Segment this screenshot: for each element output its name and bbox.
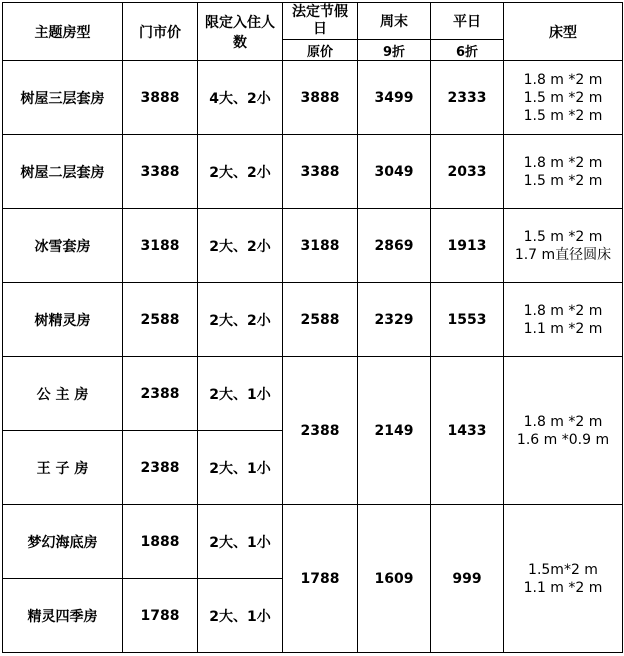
bed-size: 1.6 m *0.9 m <box>516 431 610 448</box>
door-price: 1788 <box>123 579 198 653</box>
room-price-table <box>2 2 623 653</box>
header-theme-room: 主题房型 <box>3 3 123 61</box>
occupancy: 2大、1小 <box>198 357 283 431</box>
weekend-price: 3499 <box>358 61 431 135</box>
room-name: 梦幻海底房 <box>3 505 123 579</box>
room-name: 王 子 房 <box>3 431 123 505</box>
door-price: 3388 <box>123 135 198 209</box>
holiday-price: 1788 <box>283 505 358 653</box>
weekend-price: 2329 <box>358 283 431 357</box>
table-row <box>3 505 623 579</box>
weekday-price: 1553 <box>431 283 504 357</box>
occupancy: 2大、1小 <box>198 579 283 653</box>
bed-type <box>504 61 623 135</box>
table-row <box>3 283 623 357</box>
holiday-price: 3388 <box>283 135 358 209</box>
header-holiday: 法定节假日 <box>283 3 358 40</box>
header-weekend: 周末 <box>358 3 431 40</box>
weekend-price: 2869 <box>358 209 431 283</box>
bed-size: 1.7 m直径圆床 <box>514 246 612 263</box>
weekend-price: 1609 <box>358 505 431 653</box>
holiday-price: 2388 <box>283 357 358 505</box>
header-weekday-sub: 6折 <box>431 40 504 61</box>
bed-size: 1.5 m *2 m <box>523 107 603 124</box>
bed-size: 1.8 m *2 m <box>523 413 603 430</box>
bed-size: 1.5m*2 m <box>528 561 598 578</box>
bed-size: 1.8 m *2 m <box>523 154 603 171</box>
bed-type <box>504 283 623 357</box>
header-bed: 床型 <box>504 3 623 61</box>
weekday-price: 1913 <box>431 209 504 283</box>
bed-size: 1.1 m *2 m <box>523 579 603 596</box>
holiday-price: 2588 <box>283 283 358 357</box>
table-row <box>3 209 623 283</box>
bed-size: 1.5 m *2 m <box>523 172 603 189</box>
holiday-price: 3888 <box>283 61 358 135</box>
room-name: 精灵四季房 <box>3 579 123 653</box>
occupancy: 2大、1小 <box>198 505 283 579</box>
weekend-price: 3049 <box>358 135 431 209</box>
bed-type <box>504 135 623 209</box>
bed-size: 1.1 m *2 m <box>523 320 603 337</box>
room-name: 树精灵房 <box>3 283 123 357</box>
header-weekend-sub: 9折 <box>358 40 431 61</box>
bed-type <box>504 505 623 653</box>
door-price: 3888 <box>123 61 198 135</box>
holiday-price: 3188 <box>283 209 358 283</box>
occupancy: 2大、2小 <box>198 283 283 357</box>
header-weekday: 平日 <box>431 3 504 40</box>
bed-size: 1.8 m *2 m <box>523 302 603 319</box>
bed-size: 1.5 m *2 m <box>523 228 603 245</box>
occupancy: 2大、2小 <box>198 209 283 283</box>
occupancy: 4大、2小 <box>198 61 283 135</box>
room-name: 树屋三层套房 <box>3 61 123 135</box>
table-row <box>3 61 623 135</box>
table-row <box>3 135 623 209</box>
header-holiday-sub: 原价 <box>283 40 358 61</box>
bed-type <box>504 209 623 283</box>
bed-size: 1.5 m *2 m <box>523 89 603 106</box>
occupancy: 2大、1小 <box>198 431 283 505</box>
room-name: 冰雪套房 <box>3 209 123 283</box>
room-name: 公 主 房 <box>3 357 123 431</box>
door-price: 2588 <box>123 283 198 357</box>
weekday-price: 2033 <box>431 135 504 209</box>
door-price: 2388 <box>123 357 198 431</box>
door-price: 1888 <box>123 505 198 579</box>
table-row <box>3 357 623 431</box>
door-price: 2388 <box>123 431 198 505</box>
occupancy: 2大、2小 <box>198 135 283 209</box>
weekday-price: 1433 <box>431 357 504 505</box>
header-door-price: 门市价 <box>123 3 198 61</box>
room-name: 树屋二层套房 <box>3 135 123 209</box>
door-price: 3188 <box>123 209 198 283</box>
bed-size: 1.8 m *2 m <box>523 71 603 88</box>
weekday-price: 2333 <box>431 61 504 135</box>
header-occupancy: 限定入住人数 <box>198 3 283 61</box>
weekday-price: 999 <box>431 505 504 653</box>
weekend-price: 2149 <box>358 357 431 505</box>
bed-type <box>504 357 623 505</box>
